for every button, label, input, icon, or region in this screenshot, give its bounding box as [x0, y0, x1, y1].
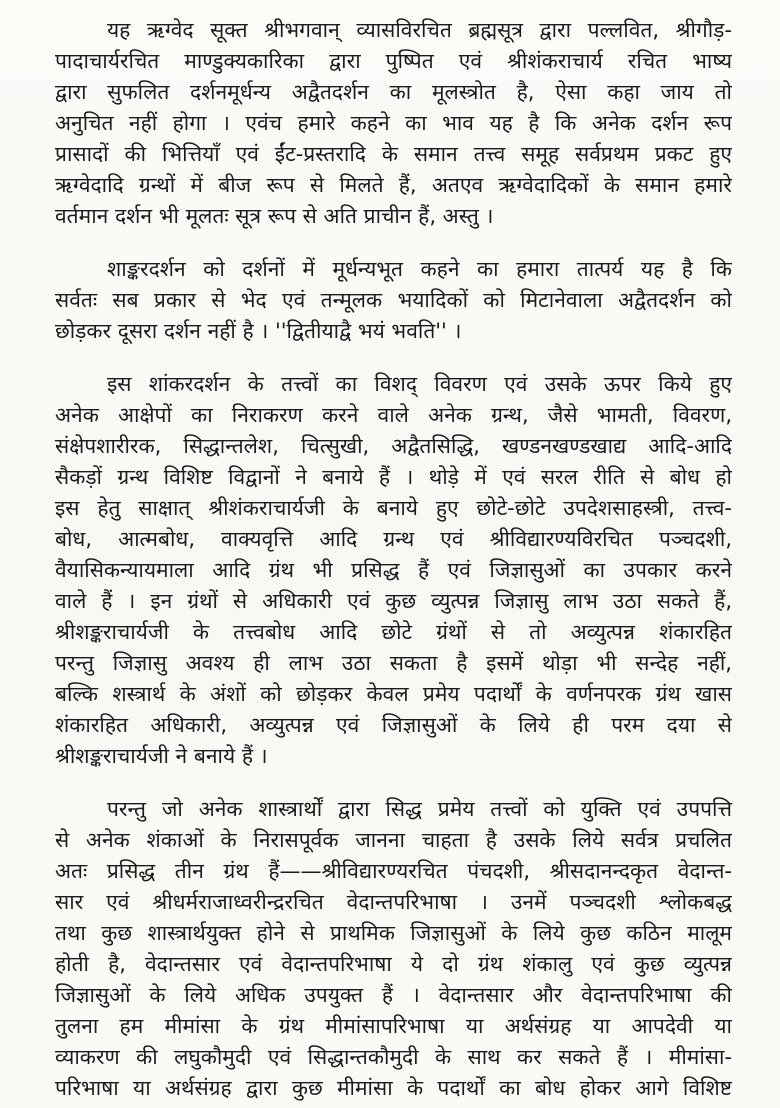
text-line: सर्वतः सब प्रकार से भेद एवं तन्मूलक भयादिकों को मिटानेवाला अद्वैतदर्शन को: [55, 288, 732, 312]
text-line: परन्तु जो अनेक शास्त्रार्थों द्वारा सिद्ध प्रमेय तत्त्वों को युक्ति एवं उपपत्ति: [107, 797, 732, 821]
page-body: [55, 15, 732, 1104]
text-line: तथा कुछ शास्त्रार्थयुक्त होने से प्राथमिक जिज्ञासुओं के लिये कुछ कठिन मालूम: [55, 921, 732, 945]
text-line: शाङ्करदर्शन को दर्शनों में मूर्धन्यभूत कहने का हमारा तात्पर्य यह है कि: [107, 257, 732, 281]
text-line: प्रासादों की भित्तियाँ एवं ईंट-प्रस्तरादि के समान तत्त्व समूह सर्वप्रथम प्रकट हुए: [55, 142, 732, 166]
paragraph-2: [55, 254, 732, 347]
text-line: जिज्ञासुओं के लिये अधिक उपयुक्त हैं । वेदान्तसार और वेदान्तपरिभाषा की: [55, 983, 732, 1007]
text-line: वर्तमान दर्शन भी मूलतः सूत्र रूप से अति प्राचीन हैं, अस्तु ।: [55, 204, 494, 228]
text-line: बोध, आत्मबोध, वाक्यवृत्ति आदि ग्रन्थ एवं श्रीविद्यारण्यविरचित पञ्चदशी,: [55, 527, 732, 551]
paragraph-4: [55, 794, 732, 1104]
text-line: श्रीशङ्कराचार्यजी के तत्त्वबोध आदि छोटे ग्रंथों से तो अव्युत्पन्न शंकारहित: [55, 620, 732, 644]
text-line: अतः प्रसिद्ध तीन ग्रंथ हैं——श्रीविद्यारण्यरचित पंचदशी, श्रीसदानन्दकृत वेदान्त-: [55, 859, 732, 883]
text-line: ऋग्वेदादि ग्रन्थों में बीज रूप से मिलते हैं, अतएव ऋग्वेदादिकों के समान हमारे: [55, 173, 732, 197]
text-line: सैकड़ों ग्रन्थ विशिष्ट विद्वानों ने बनाये हैं । थोड़े में एवं सरल रीति से बोध हो: [55, 465, 732, 489]
text-line: बल्कि शस्त्रार्थ के अंशों को छोड़कर केवल प्रमेय पदार्थों के वर्णनपरक ग्रंथ खास: [55, 682, 732, 706]
text-line: वाले हैं । इन ग्रंथों से अधिकारी एवं कुछ व्युत्पन्न जिज्ञासु लाभ उठा सकते हैं,: [55, 589, 732, 613]
text-line: अनुचित नहीं होगा । एवंच हमारे कहने का भाव यह है कि अनेक दर्शन रूप: [55, 111, 732, 135]
text-line: तुलना हम मीमांसा के ग्रंथ मीमांसापरिभाषा या अर्थसंग्रह या आपदेवी या: [55, 1014, 732, 1038]
paragraph-1: [55, 15, 732, 232]
text-line: परिभाषा या अर्थसंग्रह द्वारा कुछ मीमांसा के पदार्थों का बोध होकर आगे विशिष्ट: [55, 1076, 732, 1100]
paragraph-3: [55, 369, 732, 772]
text-line: द्वारा सुफलित दर्शनमूर्धन्य अद्वैतदर्शन का मूलस्त्रोत है, ऐसा कहा जाय तो: [55, 80, 732, 104]
text-line: इस शांकरदर्शन के तत्त्वों का विशद् विवरण एवं उसके ऊपर किये हुए: [107, 372, 732, 396]
text-line: पादाचार्यरचित माण्डुक्यकारिका द्वारा पुष्पित एवं श्रीशंकराचार्य रचित भाष्य: [55, 49, 732, 73]
text-line: संक्षेपशारीरक, सिद्धान्तलेश, चित्सुखी, अद्वैतसिद्धि, खण्डनखण्डखाद्य आदि-आदि: [55, 434, 732, 458]
text-line: श्रीशङ्कराचार्यजी ने बनाये हैं ।: [55, 744, 268, 768]
text-line: परन्तु जिज्ञासु अवश्य ही लाभ उठा सकता है इसमें थोड़ा भी सन्देह नहीं,: [55, 651, 732, 675]
text-line: अनेक आक्षेपों का निराकरण करने वाले अनेक ग्रन्थ, जैसे भामती, विवरण,: [55, 403, 732, 427]
text-line: यह ऋग्वेद सूक्त श्रीभगवान् व्यासविरचित ब्रह्मसूत्र द्वारा पल्लवित, श्रीगौड़-: [107, 18, 732, 42]
text-line: होती है, वेदान्तसार एवं वेदान्तपरिभाषा ये दो ग्रंथ शंकालु एवं कुछ व्युत्पन्न: [55, 952, 732, 976]
text-line: छोड़कर दूसरा दर्शन नहीं है । ''द्वितीयाद्वै भयं भवति'' ।: [55, 319, 462, 343]
text-line: व्याकरण की लघुकौमुदी एवं सिद्धान्तकौमुदी के साथ कर सकते हैं । मीमांसा-: [55, 1045, 732, 1069]
text-line: शंकारहित अधिकारी, अव्युत्पन्न एवं जिज्ञासुओं के लिये ही परम दया से: [55, 713, 732, 737]
text-line: वैयासिकन्यायमाला आदि ग्रंथ भी प्रसिद्ध हैं एवं जिज्ञासुओं का उपकार करने: [55, 558, 732, 582]
text-line: इस हेतु साक्षात् श्रीशंकराचार्यजी के बनाये हुए छोटे-छोटे उपदेशसाहस्त्री, तत्त्व-: [55, 496, 732, 520]
text-line: से अनेक शंकाओं के निरासपूर्वक जानना चाहता है उसके लिये सर्वत्र प्रचलित: [55, 828, 732, 852]
text-line: सार एवं श्रीधर्मराजाध्वरीन्द्ररचित वेदान्तपरिभाषा । उनमें पञ्चदशी श्लोकबद्ध: [55, 890, 732, 914]
